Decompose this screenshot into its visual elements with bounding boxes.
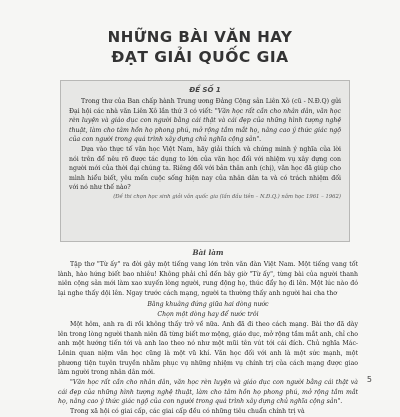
exam-para1-quote: "Văn học rất cần cho nhân dân, văn học rèn luyện và giáo dục con người bằng cái thật và cái đẹp của những hình tượng nghệ thuật, làm cho tâm hồn họ phong phú, mở rộng tầm mắt họ, nâng cao ý thức giác ngộ của con người trong quá trình xây dựng chủ nghĩa cộng sản". — [69, 107, 341, 144]
exam-paragraph-1 — [69, 97, 341, 145]
essay-verse-2: Chọn một dòng hay để nước trôi — [157, 310, 259, 318]
exam-para1-plain: Trong thư của Ban chấp hành Trung ương Đảng Cộng sản Liên Xô (cũ - N.Đ.Q) gửi Đại hội các nhà văn Liên Xô lần thứ 3 có viết: — [69, 98, 341, 115]
exam-question-box — [60, 80, 350, 242]
essay-verse-1: Băng khuâng đứng giữa hai dòng nước — [147, 300, 269, 308]
exam-source-note: (Đề thi chọn học sinh giỏi văn quốc gia (lần đầu tiên – N.Đ.Q.) năm học 1961 – 1962) — [113, 193, 341, 200]
essay-heading: Bài làm — [192, 248, 224, 257]
page-header — [0, 28, 400, 66]
exam-title: ĐỀ SỐ 1 — [189, 86, 221, 94]
page-number: 5 — [366, 375, 372, 384]
header-line2: ĐẠT GIẢI QUỐC GIA — [111, 48, 289, 66]
essay-paragraph-1: Tập thơ "Từ ấy" ra đời gây một tiếng vang lớn trên văn đàn Việt Nam. Một tiếng vang tốt lành, hào hứng biết bao nhiêu! Không phải chỉ đến bây giờ "Từ ấy", từng bài của người thanh niên cộng sản mới làm xao xuyến lòng người, rung động họ, thúc đẩy họ đi lên. Một lúc nào đó lại nghe thấy dội lên. Ngay trước cách mạng, người ta thường thấy anh người hai cha thơ — [58, 261, 358, 298]
essay-paragraph-2: Một hôm, anh ra đi rồi không thấy trở về nữa. Anh đã đi theo cách mạng. Bài thơ đã dày lên trong lòng người thanh niên đã từng biết mơ mộng, giáo dục, mở rộng tầm mắt anh, chỉ cho anh một hướng tiến tới và anh lao theo nó như một mũi tên vút tới cái đích. Chủ nghĩa Mác-Lênin quan niệm văn học cũng là một vũ khí. Văn học đối với anh là một sức mạnh, một phương tiện tuyên truyền nhằm phục vụ những nhiệm vụ chính trị của cách mạng được giao làm người trong nhân dân mới. — [58, 320, 358, 377]
exam-paragraph-2: Dựa vào thực tế văn học Việt Nam, hãy giải thích và chứng minh ý nghĩa của lời nói trên để nêu rõ được tác dụng to lớn của văn học đối với nhiệm vụ xây dựng con người mới của thời đại chúng ta. Riêng đối với bản thân anh (chị), văn học đã giúp cho mình hiểu biết, yêu mến cuộc sống hiện nay của nhân dân ta và có trách nhiệm đối với nó như thế nào? — [69, 145, 341, 192]
essay-content — [58, 246, 358, 417]
essay-paragraph-4: Trong xã hội có giai cấp, các giai cấp đều có những tiêu chuẩn chính trị và — [70, 408, 305, 416]
essay-paragraph-3: "Văn học rất cần cho nhân dân, văn học rèn luyện và giáo dục con người bằng cái thật và cái đẹp của những hình tượng nghệ thuật, làm cho tâm hồn họ phong phú, mở rộng tầm mắt họ, nâng cao ý thức giác ngộ của con người trong quá trình xây dựng chủ nghĩa cộng sản". — [58, 379, 358, 406]
header-line1: NHỮNG BÀI VĂN HAY — [107, 28, 293, 46]
